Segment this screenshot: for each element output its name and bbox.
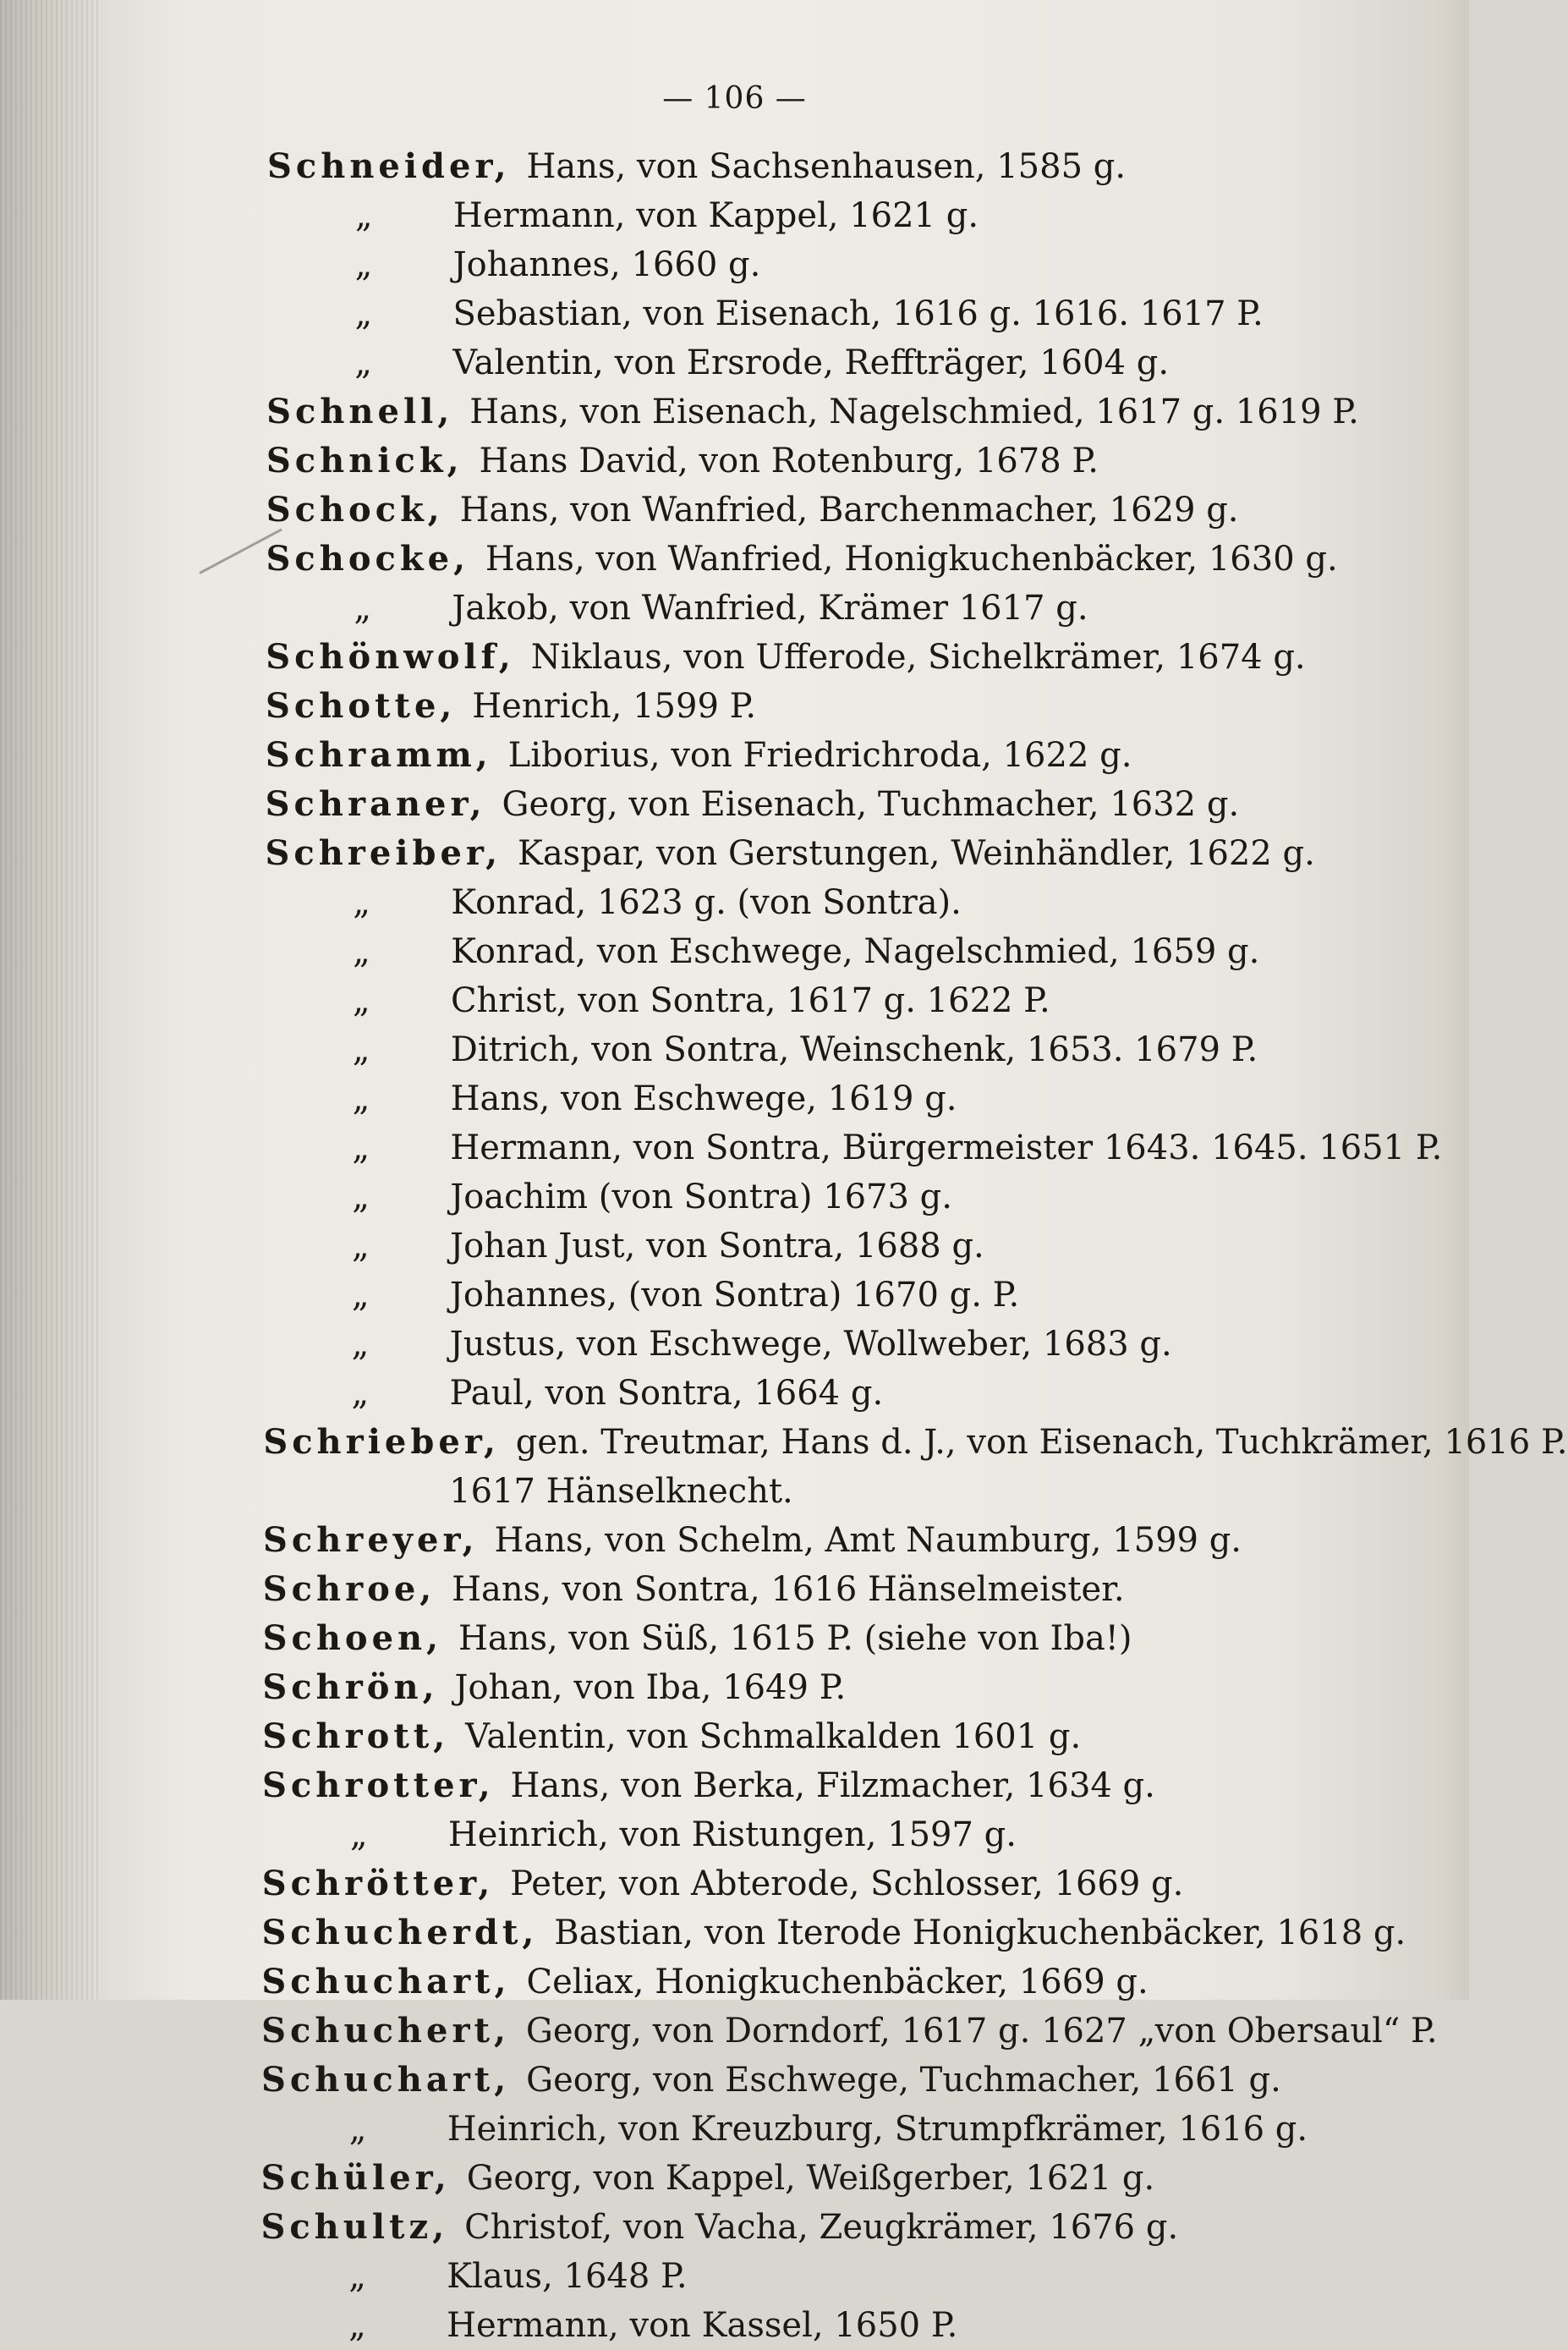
entry-text bbox=[266, 731, 1132, 780]
register-entry bbox=[0, 1467, 1469, 1516]
register-entry bbox=[0, 535, 1469, 584]
entry-details: Hermann, von Sontra, Bürgermeister 1643. 1645. 1651 P. bbox=[450, 1128, 1443, 1167]
entry-text bbox=[262, 1908, 1406, 1957]
register-entry bbox=[0, 437, 1469, 486]
entry-surname: Schüler, bbox=[260, 2158, 467, 2198]
ditto-mark: „ bbox=[352, 1227, 370, 1266]
ditto-mark: „ bbox=[351, 1325, 370, 1364]
register-entry bbox=[0, 1172, 1469, 1222]
register-entry bbox=[0, 1320, 1469, 1369]
entry-text bbox=[449, 1467, 793, 1516]
register-entry bbox=[0, 1565, 1469, 1614]
ditto-mark: „ bbox=[354, 589, 372, 628]
entry-text bbox=[450, 1172, 952, 1222]
entry-details: Heinrich, von Kreuzburg, Strumpfkrämer, 1616 g. bbox=[447, 2110, 1308, 2149]
register-entry bbox=[0, 338, 1469, 387]
entry-surname: Schotte, bbox=[266, 686, 473, 726]
ditto-mark: „ bbox=[348, 2306, 366, 2345]
entry-surname: Schucherdt, bbox=[261, 1913, 555, 1952]
register-entry bbox=[0, 1908, 1469, 1957]
ditto-mark: „ bbox=[352, 1079, 370, 1118]
entry-text bbox=[261, 2154, 1155, 2203]
entry-details: Klaus, 1648 P. bbox=[447, 2257, 688, 2296]
entry-text bbox=[267, 142, 1126, 191]
register-entry bbox=[0, 1957, 1469, 2007]
register-entry bbox=[0, 1271, 1469, 1320]
entry-details: Hans, von Sachsenhausen, 1585 g. bbox=[526, 147, 1127, 186]
entry-text bbox=[262, 1712, 1081, 1761]
register-entry bbox=[0, 1025, 1469, 1074]
entry-text bbox=[266, 780, 1240, 829]
entry-details: Justus, von Eschwege, Wollweber, 1683 g. bbox=[449, 1325, 1172, 1364]
entry-details: Liborius, von Friedrichroda, 1622 g. bbox=[507, 736, 1132, 775]
entry-text bbox=[266, 535, 1338, 584]
entry-details: Hermann, von Kappel, 1621 g. bbox=[452, 196, 979, 235]
entry-text bbox=[451, 927, 1259, 976]
entry-text bbox=[261, 1957, 1148, 2007]
entry-text bbox=[266, 387, 1359, 437]
register-entry bbox=[0, 2154, 1469, 2203]
entry-details: Georg, von Dorndorf, 1617 g. 1627 „von Obersaul“ P. bbox=[525, 2012, 1438, 2051]
register-entry bbox=[0, 1712, 1469, 1761]
entry-details: Johannes, (von Sontra) 1670 g. P. bbox=[449, 1276, 1020, 1315]
ditto-mark: „ bbox=[354, 343, 372, 382]
entry-text bbox=[260, 2203, 1178, 2252]
entry-details: Peter, von Abterode, Schlosser, 1669 g. bbox=[510, 1864, 1184, 1903]
register-entry bbox=[0, 387, 1469, 437]
ditto-mark: „ bbox=[354, 294, 373, 333]
register-entry bbox=[0, 1222, 1469, 1271]
register-entry bbox=[0, 584, 1469, 633]
ditto-mark: „ bbox=[348, 2257, 366, 2296]
entry-list bbox=[0, 142, 1568, 2350]
entry-text bbox=[450, 1222, 984, 1271]
entry-text bbox=[266, 633, 1305, 682]
ditto-mark: „ bbox=[353, 932, 370, 971]
register-entry bbox=[0, 2007, 1469, 2056]
register-entry bbox=[0, 1418, 1568, 1467]
entry-text bbox=[266, 437, 1099, 486]
entry-details: Heinrich, von Ristungen, 1597 g. bbox=[447, 1815, 1017, 1854]
entry-details: Henrich, 1599 P. bbox=[472, 687, 757, 726]
entry-text bbox=[447, 2301, 957, 2350]
entry-surname: Schnell, bbox=[266, 392, 470, 431]
entry-surname: Schuchart, bbox=[260, 2060, 527, 2100]
entry-details: Paul, von Sontra, 1664 g. bbox=[449, 1374, 884, 1413]
register-entry bbox=[0, 2301, 1469, 2350]
entry-text bbox=[450, 1369, 884, 1418]
entry-details: Georg, von Eschwege, Tuchmacher, 1661 g. bbox=[526, 2061, 1281, 2100]
entry-text bbox=[262, 1859, 1184, 1908]
register-entry bbox=[0, 486, 1469, 535]
register-entry bbox=[0, 240, 1469, 289]
register-entry bbox=[0, 289, 1469, 338]
register-entry bbox=[0, 1859, 1469, 1908]
entry-text bbox=[263, 1565, 1125, 1614]
entry-surname: Schrön, bbox=[262, 1667, 455, 1707]
entry-surname: Schönwolf, bbox=[266, 637, 531, 677]
register-entry bbox=[0, 1074, 1469, 1123]
entry-details: Konrad, von Eschwege, Nagelschmied, 1659 g. bbox=[451, 932, 1260, 971]
entry-details: Johan Just, von Sontra, 1688 g. bbox=[450, 1227, 984, 1266]
ditto-mark: „ bbox=[353, 883, 371, 922]
entry-text bbox=[262, 1761, 1155, 1810]
register-entry bbox=[0, 2056, 1469, 2105]
register-entry bbox=[0, 2252, 1469, 2301]
entry-details: Hans, von Schelm, Amt Naumburg, 1599 g. bbox=[494, 1521, 1242, 1560]
entry-surname: Schraner, bbox=[265, 784, 502, 824]
entry-text bbox=[263, 1418, 1567, 1467]
entry-details: Christ, von Sontra, 1617 g. 1622 P. bbox=[450, 981, 1050, 1020]
register-entry bbox=[0, 1369, 1469, 1418]
entry-text bbox=[266, 486, 1239, 535]
entry-text bbox=[261, 2007, 1437, 2056]
ditto-mark: „ bbox=[354, 196, 373, 235]
entry-surname: Schuchart, bbox=[261, 1962, 527, 2001]
entry-text bbox=[447, 2252, 687, 2301]
register-entry bbox=[0, 1516, 1469, 1565]
entry-details: 1617 Hänselknecht. bbox=[449, 1472, 793, 1511]
entry-text bbox=[452, 289, 1263, 338]
entry-surname: Schock, bbox=[266, 490, 460, 530]
ditto-mark: „ bbox=[352, 1178, 370, 1216]
entry-text bbox=[266, 682, 756, 731]
entry-details: Konrad, 1623 g. (von Sontra). bbox=[451, 883, 962, 922]
entry-details: Celiax, Honigkuchenbäcker, 1669 g. bbox=[526, 1963, 1149, 2001]
entry-text bbox=[453, 240, 761, 289]
entry-details: Valentin, von Ersrode, Reffträger, 1604 g. bbox=[452, 343, 1170, 382]
entry-details: gen. Treutmar, Hans d. J., von Eisenach, Tuchkrämer, 1616 P. bbox=[515, 1423, 1568, 1462]
entry-details: Christof, von Vacha, Zeugkrämer, 1676 g. bbox=[464, 2208, 1179, 2247]
register-entry bbox=[0, 191, 1469, 240]
entry-surname: Schoen, bbox=[262, 1618, 458, 1658]
register-entry bbox=[0, 2203, 1469, 2252]
entry-text bbox=[453, 191, 979, 240]
register-entry bbox=[0, 2105, 1469, 2154]
entry-details: Sebastian, von Eisenach, 1616 g. 1616. 1617 P. bbox=[452, 294, 1264, 333]
entry-surname: Schramm, bbox=[265, 735, 508, 775]
entry-surname: Schreyer, bbox=[262, 1520, 495, 1560]
entry-text bbox=[450, 1271, 1019, 1320]
ditto-mark: „ bbox=[352, 1030, 370, 1069]
register-entry bbox=[0, 731, 1469, 780]
entry-text bbox=[452, 338, 1169, 387]
entry-details: Jakob, von Wanfried, Krämer 1617 g. bbox=[452, 589, 1088, 628]
entry-details: Johannes, 1660 g. bbox=[452, 245, 761, 284]
entry-text bbox=[450, 1320, 1172, 1369]
entry-details: Bastian, von Iterode Honigkuchenbäcker, 1618 g. bbox=[554, 1913, 1406, 1952]
entry-text bbox=[451, 1025, 1258, 1074]
entry-details: Hans, von Berka, Filzmacher, 1634 g. bbox=[510, 1766, 1155, 1805]
entry-text bbox=[265, 829, 1314, 878]
entry-details: Valentin, von Schmalkalden 1601 g. bbox=[465, 1717, 1082, 1756]
entry-text bbox=[263, 1614, 1132, 1663]
entry-details: Georg, von Kappel, Weißgerber, 1621 g. bbox=[466, 2159, 1155, 2198]
entry-text bbox=[447, 2105, 1308, 2154]
register-entry bbox=[0, 927, 1469, 976]
entry-surname: Schrötter, bbox=[261, 1864, 511, 1903]
register-entry bbox=[0, 142, 1469, 191]
entry-details: Joachim (von Sontra) 1673 g. bbox=[450, 1178, 952, 1216]
entry-details: Hans, von Süß, 1615 P. (siehe von Iba!) bbox=[458, 1619, 1132, 1658]
entry-details: Ditrich, von Sontra, Weinschenk, 1653. 1679 P. bbox=[450, 1030, 1258, 1069]
entry-details: Hans David, von Rotenburg, 1678 P. bbox=[479, 442, 1099, 480]
entry-surname: Schocke, bbox=[266, 539, 485, 579]
entry-surname: Schroe, bbox=[262, 1569, 452, 1609]
entry-text bbox=[451, 878, 962, 927]
entry-details: Hans, von Wanfried, Honigkuchenbäcker, 1630 g. bbox=[485, 540, 1338, 579]
ditto-mark: „ bbox=[352, 981, 370, 1020]
entry-text bbox=[452, 584, 1088, 633]
entry-surname: Schrieber, bbox=[263, 1422, 516, 1462]
register-entry bbox=[0, 1614, 1469, 1663]
register-entry bbox=[0, 1761, 1469, 1810]
register-entry bbox=[0, 682, 1469, 731]
entry-details: Hans, von Eisenach, Nagelschmied, 1617 g. 1619 P. bbox=[469, 393, 1359, 431]
entry-surname: Schultz, bbox=[260, 2207, 465, 2247]
entry-surname: Schrott, bbox=[262, 1716, 466, 1756]
register-entry bbox=[0, 633, 1469, 682]
entry-details: Hermann, von Kassel, 1650 P. bbox=[447, 2306, 958, 2345]
register-entry bbox=[0, 878, 1469, 927]
register-entry bbox=[0, 829, 1469, 878]
entry-details: Johan, von Iba, 1649 P. bbox=[454, 1668, 847, 1707]
entry-surname: Schrotter, bbox=[262, 1765, 511, 1805]
entry-details: Hans, von Wanfried, Barchenmacher, 1629 g. bbox=[459, 491, 1239, 530]
ditto-mark: „ bbox=[352, 1128, 370, 1167]
entry-surname: Schnick, bbox=[266, 441, 480, 480]
entry-text bbox=[448, 1810, 1017, 1859]
entry-surname: Schreiber, bbox=[265, 833, 518, 873]
register-entry bbox=[0, 976, 1469, 1025]
entry-details: Hans, von Eschwege, 1619 g. bbox=[450, 1079, 957, 1118]
entry-text bbox=[450, 1123, 1442, 1172]
ditto-mark: „ bbox=[351, 1276, 370, 1315]
register-entry bbox=[0, 780, 1469, 829]
entry-details: Georg, von Eisenach, Tuchmacher, 1632 g. bbox=[502, 785, 1240, 824]
register-entry bbox=[0, 1663, 1469, 1712]
ditto-mark: „ bbox=[349, 1815, 368, 1854]
entry-text bbox=[451, 1074, 957, 1123]
entry-details: Niklaus, von Ufferode, Sichelkrämer, 1674 g. bbox=[530, 638, 1306, 677]
entry-surname: Schuchert, bbox=[261, 2011, 526, 2051]
entry-text bbox=[261, 2056, 1281, 2105]
ditto-mark: „ bbox=[354, 245, 373, 284]
entry-text bbox=[262, 1663, 846, 1712]
entry-details: Kaspar, von Gerstungen, Weinhändler, 1622 g. bbox=[517, 834, 1315, 873]
register-entry bbox=[0, 1810, 1469, 1859]
ditto-mark: „ bbox=[351, 1374, 370, 1413]
entry-details: Hans, von Sontra, 1616 Hänselmeister. bbox=[452, 1570, 1125, 1609]
register-entry bbox=[0, 1123, 1469, 1172]
page-number: — 106 — bbox=[662, 81, 807, 116]
ditto-mark: „ bbox=[348, 2110, 367, 2149]
entry-surname: Schneider, bbox=[267, 146, 527, 186]
entry-text bbox=[451, 976, 1050, 1025]
entry-text bbox=[263, 1516, 1242, 1565]
